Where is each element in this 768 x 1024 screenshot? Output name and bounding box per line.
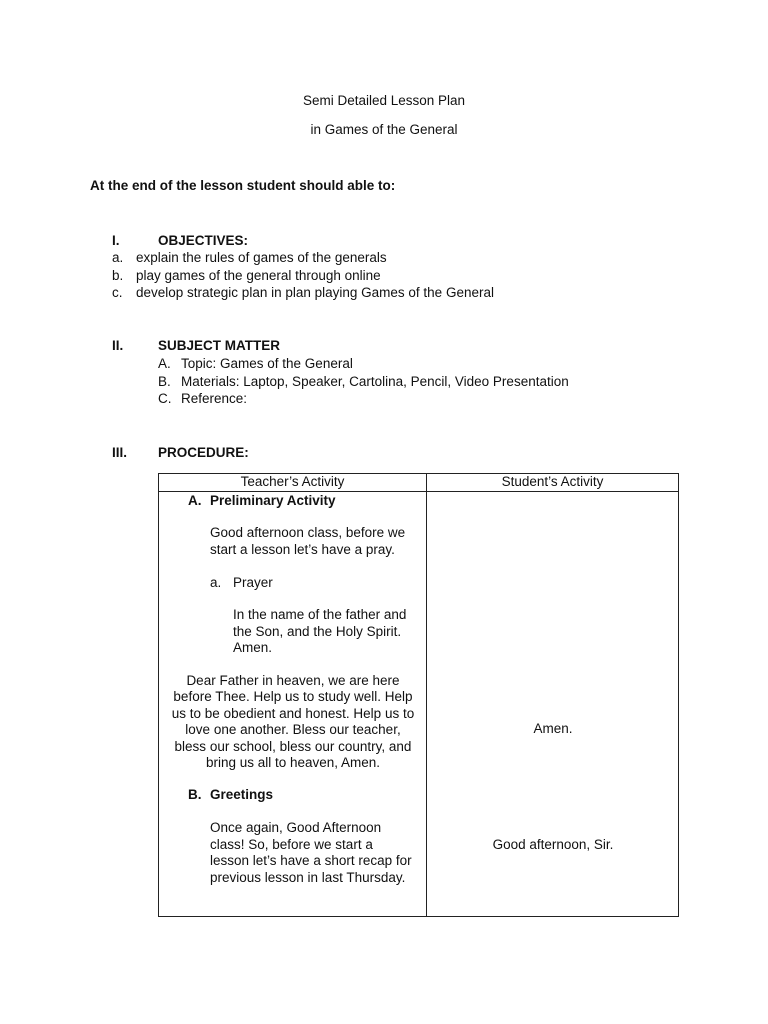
objective-marker: c. (112, 285, 123, 300)
prayer-text-line: In the name of the father and (233, 606, 407, 622)
student-activity-cell (427, 491, 679, 916)
prayer-line: us to be obedient and honest. Help us to (171, 705, 415, 721)
objectives-title: OBJECTIVES: (158, 233, 249, 248)
objective-marker: b. (112, 267, 124, 283)
student-activity-header: Student’s Activity (427, 474, 679, 492)
procedure-number: III. (112, 445, 128, 460)
procedure-table (158, 473, 679, 917)
prayer-line: Dear Father in heaven, we are here (186, 672, 400, 688)
greeting-line: class! So, before we start a (210, 836, 373, 852)
subject-text: Materials: Laptop, Speaker, Cartolina, Pencil, Video Presentation (181, 373, 569, 389)
prayer-text-line: the Son, and the Holy Spirit. (233, 623, 402, 639)
prayer-line: bless our school, bless our country, and (174, 738, 412, 754)
prayer-title: Prayer (233, 574, 273, 590)
intro-statement: At the end of the lesson student should able to: (90, 178, 396, 193)
subject-text: Reference: (181, 391, 248, 406)
subject-marker: A. (158, 356, 171, 371)
subject-text: Topic: Games of the General (181, 356, 353, 371)
teacher-activity-cell (159, 491, 427, 916)
prayer-line: love one another. Bless our teacher, (185, 722, 401, 737)
prayer-line: before Thee. Help us to study well. Help (173, 689, 413, 704)
objective-text: develop strategic plan in plan playing Games of the General (136, 285, 494, 300)
greeting-line: lesson let’s have a short recap for (210, 852, 412, 868)
dear-father-prayer (159, 673, 427, 772)
objective-text: play games of the general through online (136, 267, 381, 283)
subject-matter-number: II. (112, 338, 124, 353)
document-title: Semi Detailed Lesson Plan (302, 93, 466, 108)
student-response-greeting: Good afternoon, Sir. (492, 836, 614, 852)
greetings-marker: B. (188, 786, 202, 802)
prayer-text-line: Amen. (233, 639, 273, 655)
greetings-title: Greetings (210, 786, 274, 802)
document-subtitle: in Games of the General (310, 122, 458, 137)
teacher-activity-header: Teacher’s Activity (159, 474, 427, 492)
subject-marker: C. (158, 391, 172, 406)
prelim-marker: A. (188, 492, 202, 508)
prayer-line: bring us all to heaven, Amen. (205, 755, 381, 770)
subject-matter-title: SUBJECT MATTER (158, 338, 281, 353)
table-row (159, 491, 679, 916)
prelim-text-line: start a lesson let’s have a pray. (210, 541, 395, 557)
prayer-marker: a. (210, 574, 222, 590)
prelim-title: Preliminary Activity (210, 492, 336, 508)
procedure-title: PROCEDURE: (158, 445, 249, 460)
objectives-number: I. (112, 233, 120, 248)
student-response-amen: Amen. (533, 720, 573, 736)
greeting-line: previous lesson in last Thursday. (210, 869, 406, 885)
objective-text: explain the rules of games of the generals (136, 250, 387, 265)
prelim-text-line: Good afternoon class, before we (210, 524, 406, 540)
greeting-line: Once again, Good Afternoon (210, 819, 382, 835)
objective-marker: a. (112, 250, 124, 265)
subject-marker: B. (158, 373, 171, 389)
table-header-row (159, 474, 679, 492)
